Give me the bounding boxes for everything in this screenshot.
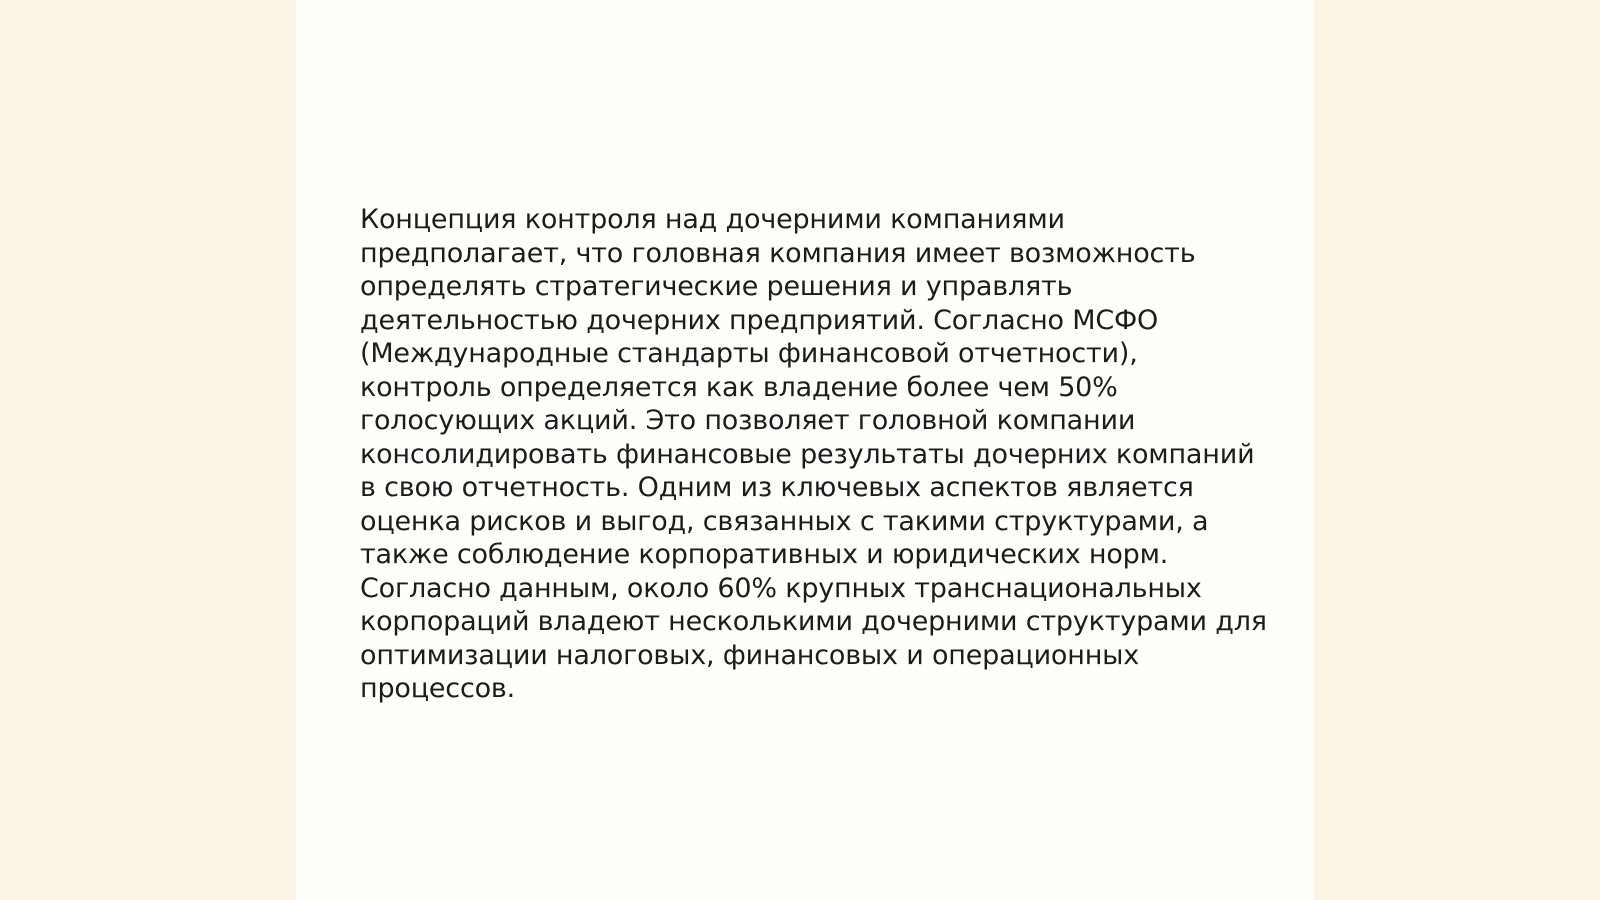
paragraph-line: консолидировать финансовые результаты дочерних компаний (360, 438, 1255, 470)
paragraph-line: определять стратегические решения и управлять (360, 271, 1073, 302)
paragraph-line: в свою отчетность. Одним из ключевых аспектов является (360, 472, 1194, 503)
paragraph-line: (Международные стандарты финансовой отчетности), (360, 338, 1138, 369)
paragraph-line: контроль определяется как владение более чем 50% (360, 371, 1118, 403)
paragraph-line: деятельностью дочерних предприятий. Согласно МСФО (360, 304, 1159, 336)
document-page (296, 0, 1314, 900)
right-margin-panel (1314, 0, 1600, 900)
paragraph-line: корпораций владеют несколькими дочерними структурами для (360, 606, 1267, 637)
paragraph-line: также соблюдение корпоративных и юридических норм. (360, 539, 1169, 570)
body-paragraph (360, 203, 1267, 706)
paragraph-line: оптимизации налоговых, финансовых и операционных (360, 639, 1140, 671)
paragraph-line: Согласно данным, около 60% крупных транснациональных (360, 572, 1202, 604)
left-margin-panel (0, 0, 296, 900)
paragraph-line: голосующих акций. Это позволяет головной компании (360, 405, 1136, 436)
paragraph-line: оценка рисков и выгод, связанных с такими структурами, а (360, 505, 1209, 537)
paragraph-line: Концепция контроля над дочерними компаниями (360, 204, 1065, 235)
paragraph-line: процессов. (360, 673, 516, 704)
paragraph-line: предполагает, что головная компания имеет возможность (360, 237, 1196, 269)
